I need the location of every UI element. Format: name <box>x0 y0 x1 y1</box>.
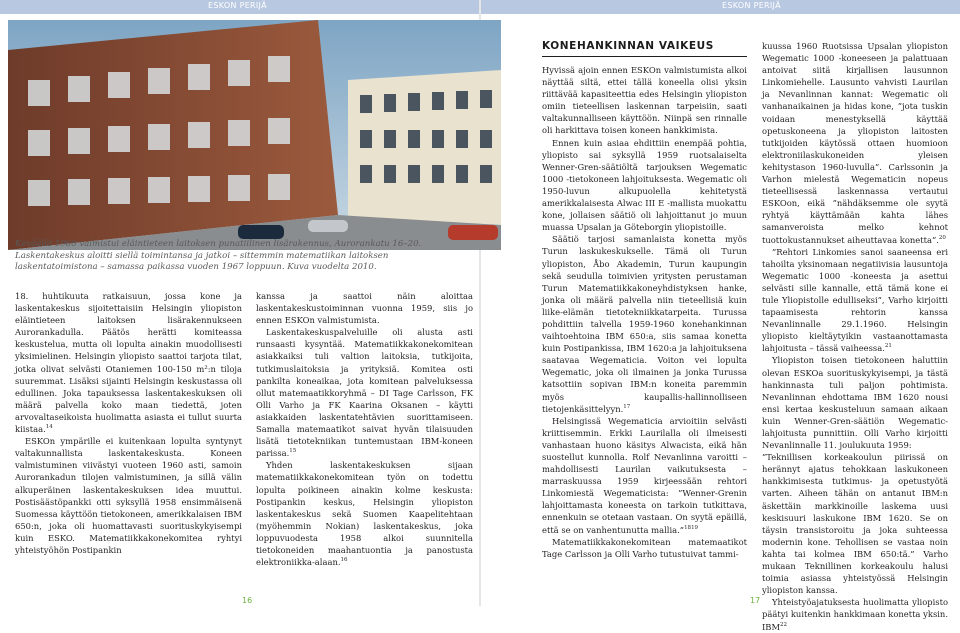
paragraph: kanssa ja saattoi näin aloittaa laskentakeskustoiminnan vuonna 1959, siis jo ennen ESKOn valmistumista. <box>256 291 473 326</box>
paragraph: Ennen kuin asiaa ehdittiin enempää pohtia, yliopisto sai syksyllä 1959 ruotsalaiselta Wenner-Gren-säätiöltä tarjouksen Wegematic 1000 -tietokoneen lahjoituksesta. Wegematic oli 1950-luvun alkupuolella kehitetystä amerikkalaisesta Alwac III E -mallista muokattu kone, jollaisen säätiö oli lahjoittanut jo muun muassa Upsalan ja Göteborgin yliopistoille. <box>542 137 747 233</box>
footnote-ref: 17 <box>623 403 631 410</box>
paragraph: ESKOn ympärille ei kuitenkaan lopulta syntynyt valtakunnallista laskentakeskusta. Koneen valmistuminen viivästyi vuoteen 1960 asti, samoin Aurorankadun tilojen valmistuminen, ja sillä välin alkuperäinen laskentakeskuksen idea muuttui. Postisäästöpankki otti syksyllä 1958 ensimmäisenä Suomessa käyttöön tietokoneen, amerikkalaisen IBM 650:n, joka oli huomattavasti suorituskykyisempi kuin ESKO. Matematiikkakonekomitea ryhtyi yhteistyöhön Postipankin <box>15 436 242 555</box>
paragraph <box>542 415 747 536</box>
paragraph <box>542 233 747 414</box>
footnote-ref: 15 <box>289 448 297 455</box>
paragraph-text: ”Rehtori Linkomies sanoi saaneensa eri tahoilta yksinomaan negatiivisia lausuntoja Wegematic 1000 -koneesta ja asettui selvästi sille kannalle, että tämä kone ei tule Yliopistolle edulliseksi”, Varho kirjoitti tapaamisesta rehtorin kanssa Nevanlinnalle 29.1.1960. Helsingin yliopisto kieltäytyikin vastaanottamasta lahjoitusta – tässä vaiheessa. <box>762 246 948 354</box>
column-4 <box>762 40 948 633</box>
footnote-ref: 21 <box>884 343 892 350</box>
page-number-left: 16 <box>242 596 253 605</box>
block-quote: ”Teknillisen korkeakoulun piirissä on herännyt ajatus tehokkaan laskukoneen hankkimisesta tutkimus- ja opetustyötä varten. Aiheen tähän on antanut IBM:n äskettäin markkinoille laskema uusi keskisuuri laskukone IBM 1620. Se on täysin transistoroitu ja joka suhteessa modernin kone. Tehollisen se vastaa noin kahta tai kolmea IBM 650:tä.” Varho mukaan Teknillinen korkeakoulu halusi toimia asiassa yhteistyössä Helsingin yliopiston kanssa. <box>762 452 948 596</box>
paragraph-text: Yhden laskentakeskuksen sijaan matematiikkakonekomitean työn on todettu lopulta poikineen ainakin kolme keskusta: Postipankin keskus, Helsingin yliopiston laskentakeskus sekä Suomen Kaapelitehtaan (myöhemmin Nokian) laskentakeskus, joka loppuvuodesta 1958 alkoi suunnitella tietokoneiden maahantuontia ja panostusta elektroniikka-alaan. <box>256 460 473 568</box>
building-illustration <box>8 20 501 250</box>
column-1 <box>15 290 242 556</box>
paragraph <box>762 40 948 246</box>
column-3 <box>542 64 747 560</box>
footnote-ref: 19 <box>691 524 699 531</box>
paragraph-text: kuussa 1960 Ruotsissa Upsalan yliopiston Wegematic 1000 -koneeseen ja palattuaan antoivat siitä kirjallisen lausunnon Linkomiehelle. Lausunto vahvisti Laurilan ja Nevanlinnan kannat: Wegematic oli vanhanaikainen ja hidas kone, ”jota tuskin voidaan menestyksellä käyttää opetuskoneena ja yliopiston laitosten tutkijoiden käytössä ottaen huomioon elektroniilaskukoneiden yleisen kehitystason 1960-luvulla”. Carlssonin ja Varhon mielestä Wegematicin nopeus tieteellisessä laskennassa vertautui ESKOon, eikä ”nähdäksemme ole syytä ryhtyä käyttämään kahta lähes samanveroista melko kehnot tuottokustannukset aiheuttavaa konetta”. <box>762 41 948 245</box>
paragraph <box>15 290 242 435</box>
paragraph-text: Säätiö tarjosi samanlaista konetta myös Turun laskukeskukselle. Tämä oli Turun yliopiston, Åbo Akademin, Turun kaupungin sekä seudulla toimivien yritysten perustaman Turun Matematiikkakoneyhdistyksen hanke, jonka oli määrä palvella niin tieteellisiä kuin liike-elämän tietotekniikkatarpeita. Turussa pohdittiin talvella 1959-1960 konehankinnan vaihtoehtoina IBM 650:a, siis samaa konetta kuin Postipankissa, IBM 1620:a ja lahjoituksena saatavaa Wegematicia. Voiton vei lopulta Wegematic, joka oli ilmainen ja jonka Turussa katsottiin sopivan IBM:n koneita paremmin myös kaupallis-hallinnolliseen tietojenkäsittelyyn. <box>542 234 747 414</box>
building-photo <box>8 20 501 250</box>
paragraph <box>256 326 473 459</box>
footnote-ref: 20 <box>938 234 946 241</box>
running-head-right: ESKON PERIJÄ <box>722 1 781 10</box>
footnote-ref: 22 <box>780 621 788 628</box>
paragraph-text: 18. huhtikuuta ratkaisuun, jossa kone ja laskentakeskus sijoitettaisiin Helsingin yliopiston eläintieteen laitoksen lisärakennukseen Aurorankadulla. Päätös herätti komiteassa keskustelua, mutta oli lopulta ainakin muodollisesti yksimielinen. Helsingin yliopisto saattoi tarjota tilat, jotka olivat selvästi Otaniemen 100-150 m²:n tiloja suuremmat. Lisäksi sijainti Helsingin keskustassa oli edullinen. Joka tapauksessa laskentakeskuksen oli määrä palvella koko maan tiedettä, joten arvovaltaseikoista huolimatta asiasta ei tullut suurta kiistaa. <box>15 291 242 435</box>
column-2 <box>256 290 473 568</box>
paragraph <box>762 596 948 632</box>
paragraph <box>762 246 948 355</box>
paragraph: Matematiikkakonekomitean matemaatikot Tage Carlsson ja Olli Varho tutustuivat tammi- <box>542 536 747 559</box>
paragraph-text: Helsingissä Wegematicia arvioitiin selvästi kriittisemmin. Erkki Laurilalla oli ilmeisesti vanhastaan huono käsitys Alwacista, eikä hän suostellut kunnolla. Rolf Nevanlinna varoitti – mahdollisesti Laurilan vaikutuksesta – marraskuussa 1959 kirjeessään rehtori Linkomiestä Wegematicista: ”Wenner-Grenin lahjoittamasta koneesta on tarkoin tutkittava, ennenkuin se otetaan vastaan. On syytä epäillä, että se on vanhentunutta mallia.” <box>542 415 747 535</box>
photo-caption: Keväällä 1960 valmistui eläintieteen laitoksen punatiilinen lisärakennus, Aurorankatu 16–20. Laskentakeskus aloitti siellä toimintansa ja jatkoi – sittemmin matematiikan laitoksen laskentatoimistona – samassa paikassa vuoden 1967 loppuun. Kuva vuodelta 2010. <box>15 239 422 272</box>
paragraph-text: Laskentakeskuspalveluille oli alusta asti runsaasti kysyntää. Matematiikkakonekomitean asiakkaiksi tuli valtion laitoksia, tutkijoita, tutkimuslaitoksia ja yrityksiä. Komitea osti pankilta koneaikaa, jota komitean palveluksessa ollut matemaatikkoryhmä – DI Tage Carlsson, FK Olli Varho ja FK Kaarina Oksanen – käytti asiakkaiden laskentatehtävien suorittamiseen. Samalla matemaatikot saivat hyvän tilaisuuden lisätä tietotekniikan tuntemustaan IBM-koneen parissa. <box>256 327 473 459</box>
paragraph <box>256 459 473 568</box>
running-head-left: ESKON PERIJÄ <box>208 1 267 10</box>
page-number-right: 17 <box>750 596 761 605</box>
section-heading: KONEHANKINNAN VAIKEUS <box>542 40 747 57</box>
top-band-right <box>480 0 960 14</box>
footnote-ref: 18 <box>684 524 692 531</box>
footnote-ref: 14 <box>45 424 53 431</box>
footnote-ref: 16 <box>340 557 348 564</box>
paragraph: Yliopiston toisen tietokoneen haluttiin olevan ESKOa suorituskykyisempi, ja tästä hankinnasta tuli paljon pohtimista. Nevanlinnan ehdottama IBM 1620 nousi ensi kertaa keskusteluun samaan aikaan kuin Wenner-Gren-säätiön Wegematic-lahjoitusta punnittiin. Olli Varho kirjoitti Nevanlinnalle 11. joulukuuta 1959: <box>762 355 948 451</box>
paragraph-text: Yhteistyöajatuksesta huolimatta yliopisto päätyi kuitenkin hankkimaan konetta yksin. IBM <box>762 597 948 632</box>
paragraph: Hyvissä ajoin ennen ESKOn valmistumista alkoi näyttää siltä, ettei tällä koneella olisi yksin riittävää kapasiteettia edes Helsingin yliopiston omiin tieteellisen laskennan tarpeisiin, saati valtakunnalliseen käyttöön. Niinpä sen rinnalle oli harkittava toisen koneen hankkimista. <box>542 65 747 136</box>
